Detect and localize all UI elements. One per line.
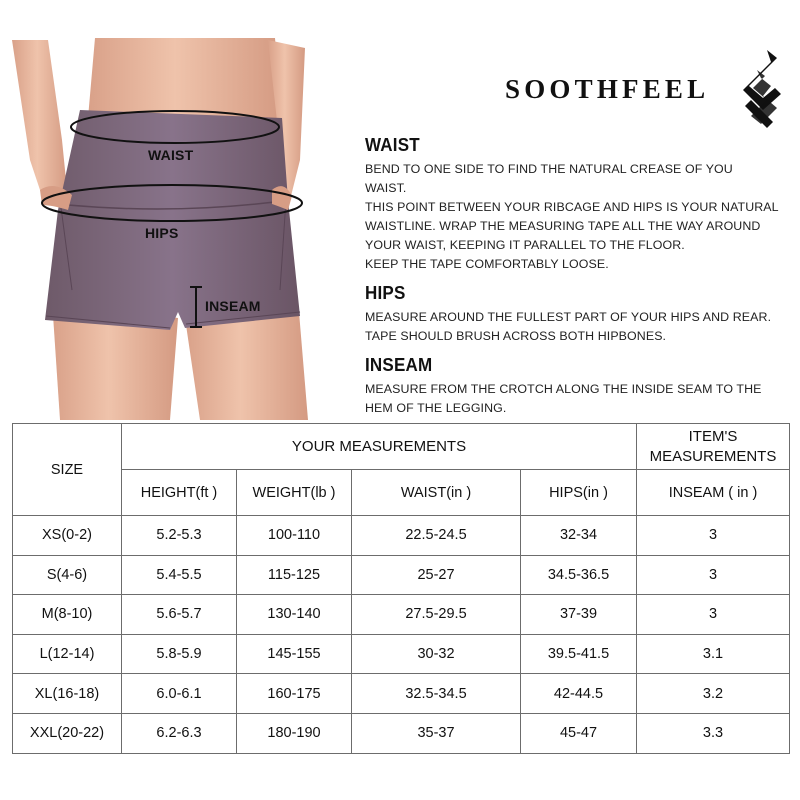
table-cell: 6.2-6.3 bbox=[122, 713, 237, 753]
size-cell: L(12-14) bbox=[13, 634, 122, 674]
model-shorts-illustration bbox=[0, 0, 335, 420]
table-row bbox=[13, 674, 790, 714]
hips-heading: HIPS bbox=[365, 283, 406, 304]
hips-label: HIPS bbox=[145, 225, 179, 241]
waist-label: WAIST bbox=[148, 147, 194, 163]
size-cell: XL(16-18) bbox=[13, 674, 122, 714]
size-chart-table bbox=[12, 423, 790, 754]
inseam-heading: INSEAM bbox=[365, 355, 433, 376]
table-row bbox=[13, 555, 790, 595]
table-cell: 22.5-24.5 bbox=[352, 516, 521, 556]
your-measurements-header: YOUR MEASUREMENTS bbox=[122, 424, 637, 470]
table-cell: 3 bbox=[637, 516, 790, 556]
table-cell: 32-34 bbox=[521, 516, 637, 556]
table-cell: 45-47 bbox=[521, 713, 637, 753]
waist-heading: WAIST bbox=[365, 135, 420, 156]
soothfeel-s-logo-icon bbox=[737, 48, 783, 132]
table-cell: 3.3 bbox=[637, 713, 790, 753]
instruction-line: MEASURE FROM THE CROTCH ALONG THE INSIDE SEAM TO THE bbox=[365, 382, 762, 396]
instruction-line: WAIST. bbox=[365, 181, 407, 195]
items-measurements-header: ITEM'S MEASUREMENTS bbox=[637, 424, 790, 470]
table-cell: 5.6-5.7 bbox=[122, 595, 237, 635]
table-cell: 39.5-41.5 bbox=[521, 634, 637, 674]
table-cell: 100-110 bbox=[237, 516, 352, 556]
table-cell: 145-155 bbox=[237, 634, 352, 674]
column-header: HIPS(in ) bbox=[521, 470, 637, 516]
table-cell: 160-175 bbox=[237, 674, 352, 714]
column-header: WEIGHT(lb ) bbox=[237, 470, 352, 516]
table-cell: 5.4-5.5 bbox=[122, 555, 237, 595]
table-cell: 3.1 bbox=[637, 634, 790, 674]
size-cell: S(4-6) bbox=[13, 555, 122, 595]
inseam-instructions bbox=[365, 355, 795, 418]
table-cell: 3.2 bbox=[637, 674, 790, 714]
column-header: HEIGHT(ft ) bbox=[122, 470, 237, 516]
table-cell: 5.2-5.3 bbox=[122, 516, 237, 556]
size-cell: XS(0-2) bbox=[13, 516, 122, 556]
table-cell: 115-125 bbox=[237, 555, 352, 595]
table-cell: 130-140 bbox=[237, 595, 352, 635]
hips-instructions bbox=[365, 283, 795, 346]
table-cell: 37-39 bbox=[521, 595, 637, 635]
table-cell: 32.5-34.5 bbox=[352, 674, 521, 714]
table-row bbox=[13, 634, 790, 674]
table-row bbox=[13, 713, 790, 753]
table-cell: 3 bbox=[637, 555, 790, 595]
table-cell: 27.5-29.5 bbox=[352, 595, 521, 635]
instruction-line: TAPE SHOULD BRUSH ACROSS BOTH HIPBONES. bbox=[365, 329, 667, 343]
size-cell: XXL(20-22) bbox=[13, 713, 122, 753]
waist-instructions bbox=[365, 135, 795, 274]
table-cell: 25-27 bbox=[352, 555, 521, 595]
column-header: WAIST(in ) bbox=[352, 470, 521, 516]
table-cell: 180-190 bbox=[237, 713, 352, 753]
table-cell: 35-37 bbox=[352, 713, 521, 753]
table-row bbox=[13, 516, 790, 556]
size-cell: M(8-10) bbox=[13, 595, 122, 635]
instruction-line: BEND TO ONE SIDE TO FIND THE NATURAL CREASE OF YOU bbox=[365, 162, 733, 176]
table-cell: 34.5-36.5 bbox=[521, 555, 637, 595]
size-header: SIZE bbox=[13, 424, 122, 516]
instruction-line: KEEP THE TAPE COMFORTABLY LOOSE. bbox=[365, 257, 609, 271]
instruction-line: MEASURE AROUND THE FULLEST PART OF YOUR HIPS AND REAR. bbox=[365, 310, 772, 324]
instruction-line: HEM OF THE LEGGING. bbox=[365, 401, 507, 415]
column-header: INSEAM ( in ) bbox=[637, 470, 790, 516]
instruction-line: THIS POINT BETWEEN YOUR RIBCAGE AND HIPS IS YOUR NATURAL bbox=[365, 200, 779, 214]
table-cell: 3 bbox=[637, 595, 790, 635]
brand-name: SOOTHFEEL bbox=[505, 74, 710, 104]
instruction-line: YOUR WAIST, KEEPING IT PARALLEL TO THE FLOOR. bbox=[365, 238, 685, 252]
inseam-label: INSEAM bbox=[205, 298, 261, 314]
table-cell: 5.8-5.9 bbox=[122, 634, 237, 674]
table-cell: 30-32 bbox=[352, 634, 521, 674]
table-row bbox=[13, 595, 790, 635]
table-cell: 6.0-6.1 bbox=[122, 674, 237, 714]
product-photo bbox=[0, 0, 335, 420]
table-cell: 42-44.5 bbox=[521, 674, 637, 714]
instruction-line: WAISTLINE. WRAP THE MEASURING TAPE ALL THE WAY AROUND bbox=[365, 219, 761, 233]
